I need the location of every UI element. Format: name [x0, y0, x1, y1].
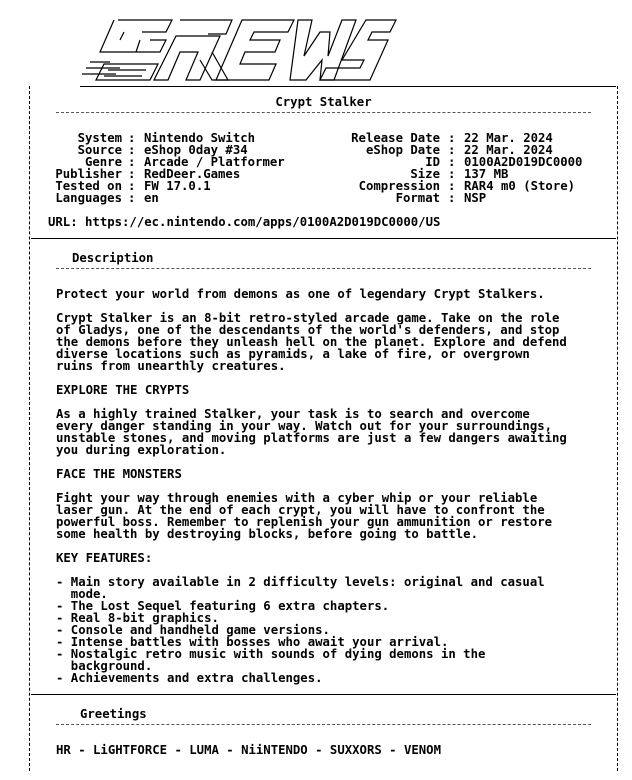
- info-label: Format: [395, 191, 440, 205]
- info-colon: :: [448, 155, 456, 169]
- description-paragraph: Fight your way through enemies with a cyber whip or your reliable laser gun. At the end of each crypt, you will have to confront the powerful boss. Remember to replenish your gun ammunition or restore some health by destroying blocks, before going to battle.: [56, 491, 553, 541]
- section-divider-1: [31, 238, 616, 239]
- title-underline: [56, 112, 591, 113]
- info-value: 137 MB: [464, 167, 509, 181]
- section-heading-crypts: EXPLORE THE CRYPTS: [56, 383, 190, 397]
- info-value: en: [144, 191, 159, 205]
- info-label: Languages: [55, 191, 122, 205]
- info-label: eShop Date: [365, 143, 440, 157]
- description-paragraph: As a highly trained Stalker, your task is to search and overcome every danger standing in your way. Watch out for your surroundings, unstable stones, and moving platforms are just a few dangers awaiting you during exploration.: [56, 407, 567, 457]
- info-colon: :: [128, 191, 136, 205]
- info-colon: :: [448, 179, 456, 193]
- info-label: Tested on: [55, 179, 122, 193]
- info-colon: :: [128, 179, 136, 193]
- info-value: RedDeer.Games: [144, 167, 241, 181]
- greetings-underline: [56, 724, 591, 725]
- url-line: URL: https://ec.nintendo.com/apps/0100A2D019DC0000/US: [48, 215, 441, 229]
- info-value: NSP: [464, 191, 487, 205]
- info-value: Nintendo Switch: [144, 131, 256, 145]
- info-value: FW 17.0.1: [144, 179, 211, 193]
- info-label: Release Date: [351, 131, 440, 145]
- section-divider-2: [31, 694, 616, 695]
- brews-logo: [80, 12, 400, 84]
- info-colon: :: [448, 143, 456, 157]
- info-label: Publisher: [55, 167, 122, 181]
- info-colon: :: [448, 191, 456, 205]
- info-label: Size: [410, 167, 440, 181]
- info-label: Genre: [84, 155, 122, 169]
- description-heading: Description: [72, 251, 154, 265]
- features-list: - Main story available in 2 difficulty levels: original and casual mode. - The Lost Sequel featuring 6 extra chapters. - Real 8-bit graphics. - Console and handheld game versions. - Intense battles with bosses who await your arrival. - Nostalgic retro music with sounds of dying demons in the background. - Achievements and extra challenges.: [56, 575, 545, 685]
- section-heading-features: KEY FEATURES:: [56, 551, 153, 565]
- info-colon: :: [448, 167, 456, 181]
- info-value: 0100A2D019DC0000: [464, 155, 583, 169]
- info-colon: :: [448, 131, 456, 145]
- info-colon: :: [128, 167, 136, 181]
- info-value: 22 Mar. 2024: [464, 131, 553, 145]
- info-colon: :: [128, 143, 136, 157]
- section-heading-monsters: FACE THE MONSTERS: [56, 467, 182, 481]
- description-paragraph: Crypt Stalker is an 8-bit retro-styled arcade game. Take on the role of Gladys, one of the descendants of the world's defenders, and stop the demons before they unleash hell on the planet. Explore and defend diverse locations such as pyramids, a lake of fire, or overgrown ruins from unearthly creatures.: [56, 311, 567, 373]
- info-colon: :: [128, 131, 136, 145]
- info-label: System: [77, 131, 122, 145]
- info-value: RAR4 m0 (Store): [464, 179, 576, 193]
- info-colon: :: [128, 155, 136, 169]
- info-label: Source: [77, 143, 122, 157]
- info-value: Arcade / Platformer: [144, 155, 285, 169]
- greetings-list: HR - LiGHTFORCE - LUMA - NiiNTENDO - SUXXORS - VENOM: [56, 743, 441, 757]
- release-title: Crypt Stalker: [275, 95, 372, 109]
- greetings-heading: Greetings: [80, 707, 147, 721]
- description-intro: Protect your world from demons as one of legendary Crypt Stalkers.: [56, 287, 545, 301]
- info-label: Compression: [358, 179, 440, 193]
- info-value: 22 Mar. 2024: [464, 143, 553, 157]
- info-value: eShop 0day #34: [144, 143, 248, 157]
- info-label: ID: [425, 155, 440, 169]
- description-underline: [56, 268, 591, 269]
